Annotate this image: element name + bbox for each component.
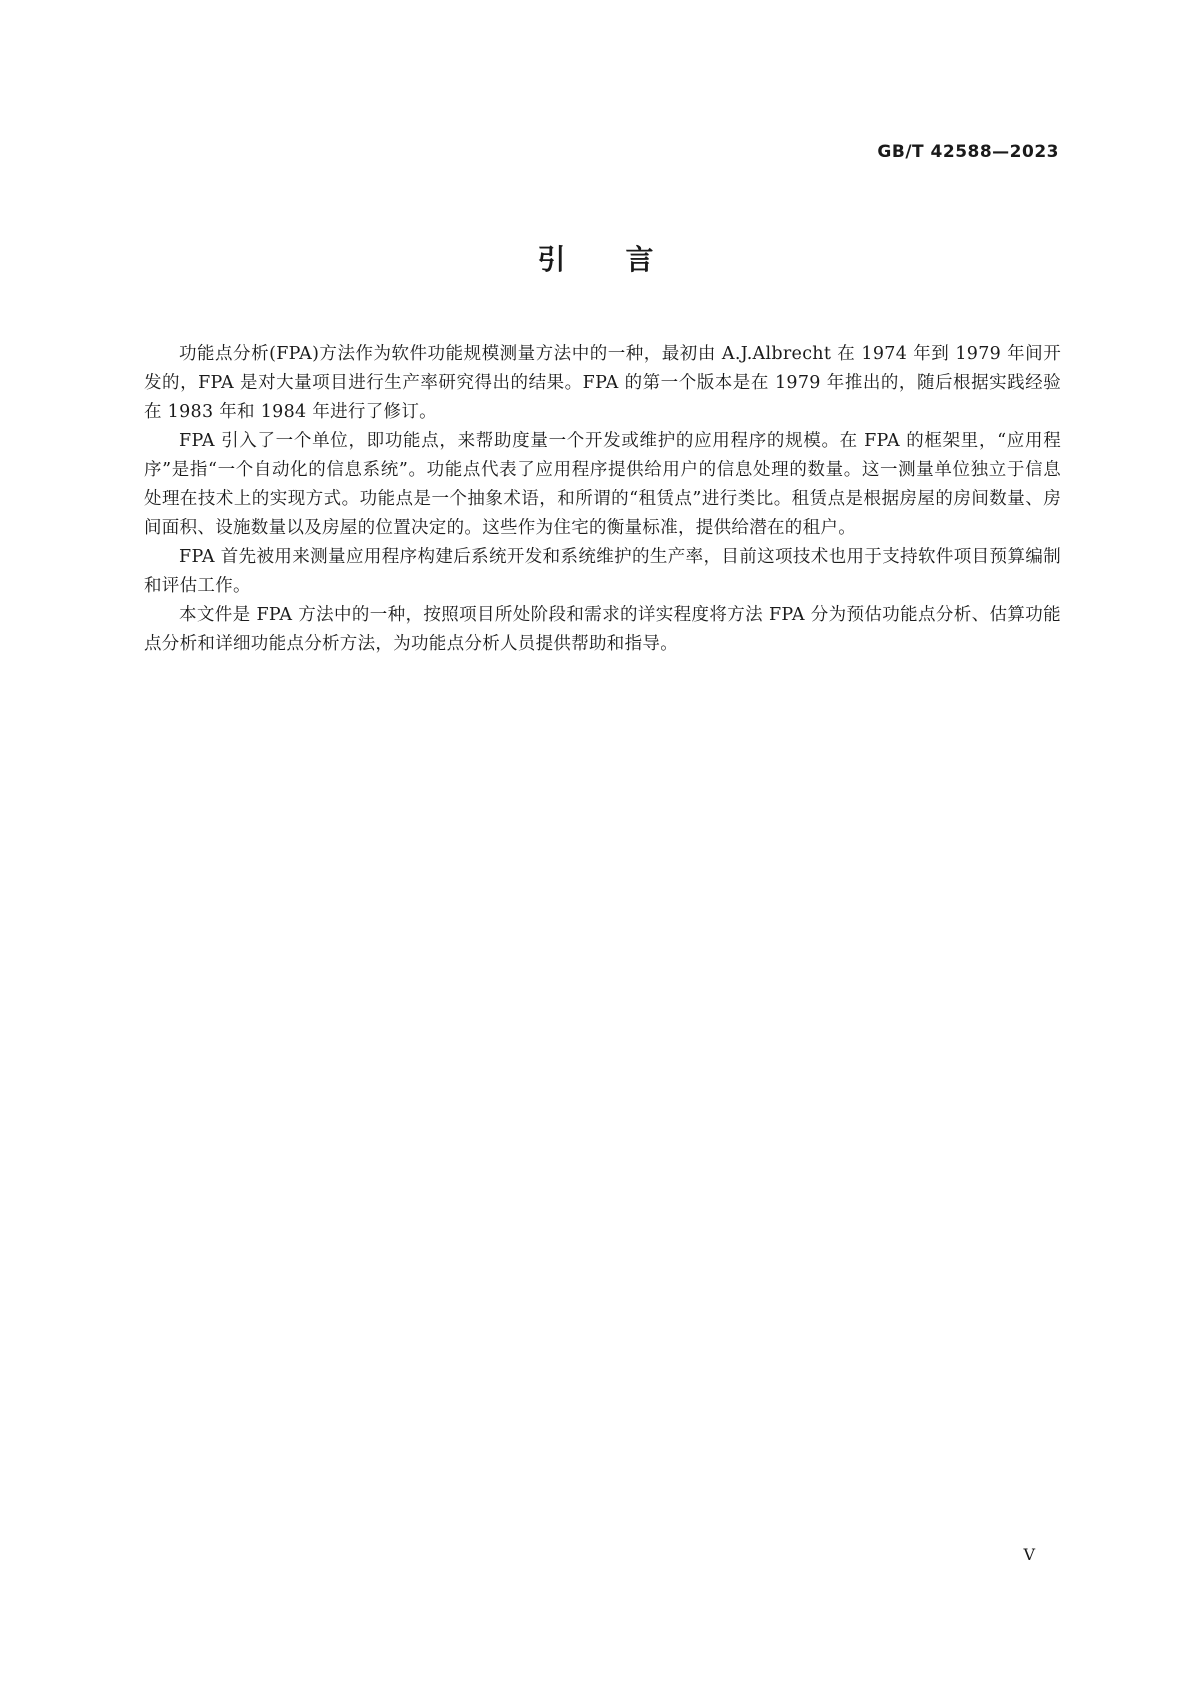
paragraph-1: 功能点分析(FPA)方法作为软件功能规模测量方法中的一种，最初由 A.J.Albrecht 在 1974 年到 1979 年间开发的，FPA 是对大量项目进行生产率研究得出的结果。FPA 的第一个版本是在 1979 年推出的，随后根据实践经验在 1983 年和 1984 年进行了修订。	[144, 344, 1061, 422]
paragraph-3: FPA 首先被用来测量应用程序构建后系统开发和系统维护的生产率，目前这项技术也用于支持软件项目预算编制和评估工作。	[144, 547, 1061, 596]
page-title: 引言	[537, 243, 714, 276]
introduction-body	[144, 340, 1061, 659]
page-number: V	[1023, 1545, 1035, 1564]
standard-code: GB/T 42588—2023	[877, 142, 1059, 162]
paragraph-4: 本文件是 FPA 方法中的一种，按照项目所处阶段和需求的详实程度将方法 FPA 分为预估功能点分析、估算功能点分析和详细功能点分析方法，为功能点分析人员提供帮助和指导。	[144, 605, 1061, 654]
paragraph-2: FPA 引入了一个单位，即功能点，来帮助度量一个开发或维护的应用程序的规模。在 FPA 的框架里，“应用程序”是指“一个自动化的信息系统”。功能点代表了应用程序提供给用户的信息处理的数量。这一测量单位独立于信息处理在技术上的实现方式。功能点是一个抽象术语，和所谓的“租赁点”进行类比。租赁点是根据房屋的房间数量、房间面积、设施数量以及房屋的位置决定的。这些作为住宅的衡量标准，提供给潜在的租户。	[144, 431, 1061, 538]
